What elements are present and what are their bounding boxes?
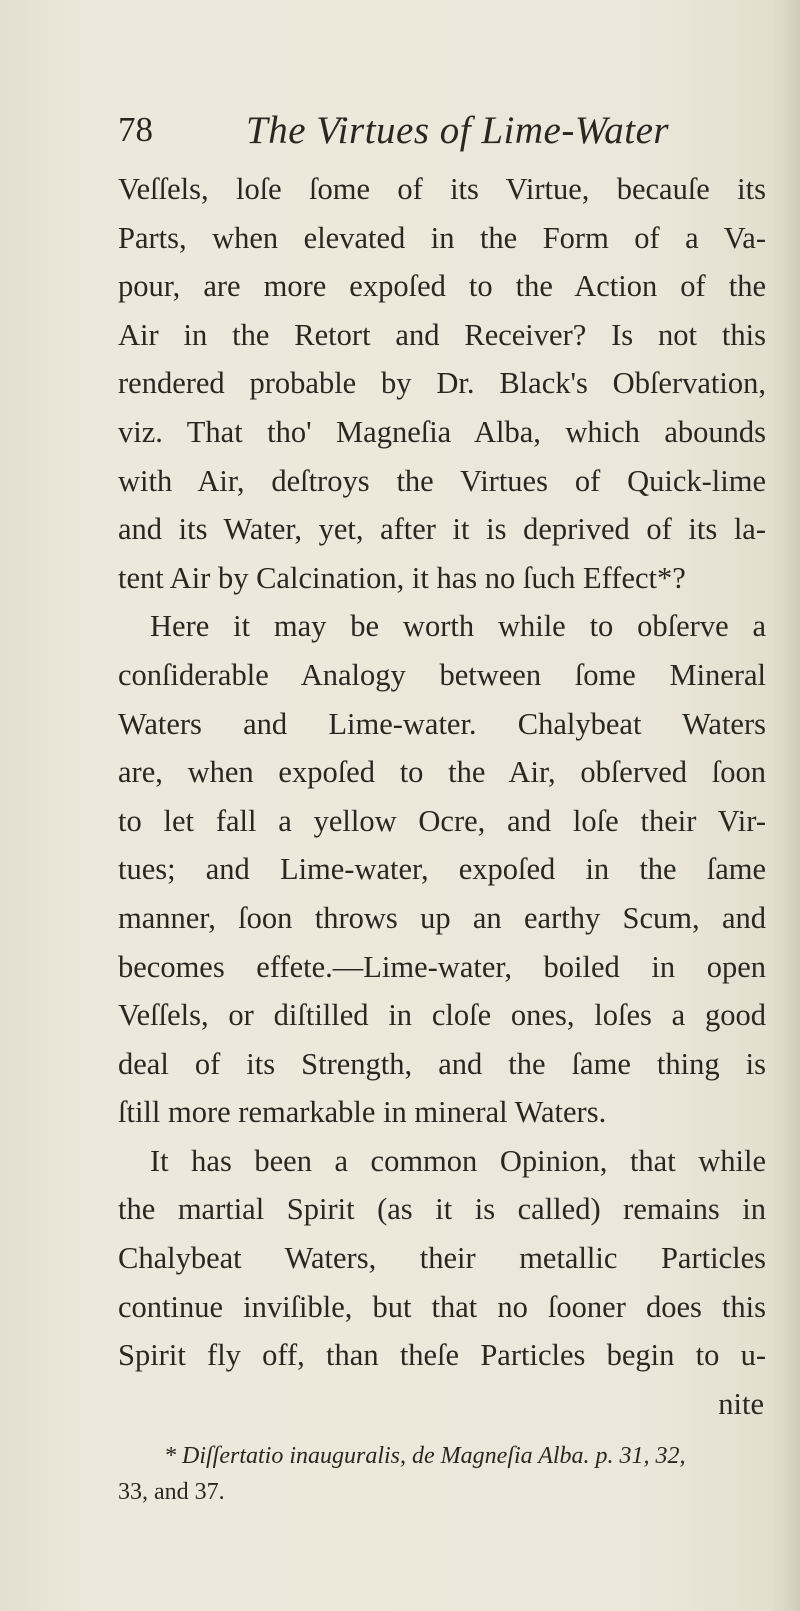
- catchword: nite: [718, 1386, 764, 1421]
- text-line: Parts, when elevated in the Form of a Va-: [118, 220, 766, 255]
- text-line: tues; and Lime-water, expoſed in the ſame: [118, 852, 766, 887]
- text-line: becomes effete.—Lime-water, boiled in open: [118, 949, 766, 984]
- text-line: Spirit fly off, than theſe Particles begin to u-: [118, 1338, 766, 1373]
- text-line: pour, are more expoſed to the Action of the: [118, 269, 766, 304]
- text-line: It has been a common Opinion, that while: [150, 1143, 766, 1178]
- text-line: Veſſels, loſe ſome of its Virtue, becauſe its: [118, 172, 766, 206]
- text-line: Air in the Retort and Receiver? Is not this: [118, 317, 766, 352]
- page-header: [118, 104, 698, 164]
- text-line: Here it may be worth while to obſerve a: [150, 609, 766, 644]
- page-number: 78: [118, 110, 153, 149]
- footnote-line: 33, and 37.: [118, 1479, 225, 1505]
- body-text: [118, 165, 766, 1428]
- text-line: to let fall a yellow Ocre, and loſe their Vir-: [118, 803, 766, 838]
- text-line: viz. That tho' Magneſia Alba, which abounds: [118, 414, 766, 449]
- text-line: conſiderable Analogy between ſome Mineral: [118, 657, 766, 692]
- running-title: The Virtues of Lime-Water: [246, 109, 670, 152]
- text-line: Waters and Lime-water. Chalybeat Waters: [118, 706, 766, 741]
- text-line: the martial Spirit (as it is called) remains in: [118, 1192, 766, 1227]
- text-line: tent Air by Calcination, it has no ſuch Effect*?: [118, 560, 686, 595]
- text-line: continue inviſible, but that no ſooner does this: [118, 1289, 766, 1324]
- page-edge-shadow: [772, 0, 800, 1611]
- footnote-line: * Diſſertatio inauguralis, de Magneſia Alba. p. 31, 32,: [164, 1443, 686, 1469]
- text-line: with Air, deſtroys the Virtues of Quick-lime: [118, 463, 766, 498]
- text-line: Chalybeat Waters, their metallic Particles: [118, 1241, 766, 1276]
- text-line: manner, ſoon throws up an earthy Scum, and: [118, 900, 766, 935]
- text-line: Veſſels, or diſtilled in cloſe ones, loſes a good: [118, 998, 766, 1033]
- text-line: rendered probable by Dr. Black's Obſervation,: [118, 366, 766, 401]
- text-line: are, when expoſed to the Air, obſerved ſoon: [118, 755, 766, 790]
- footnote: [118, 1438, 766, 1510]
- text-line: deal of its Strength, and the ſame thing is: [118, 1046, 766, 1081]
- text-line: and its Water, yet, after it is deprived of its la-: [118, 512, 766, 547]
- text-line: ſtill more remarkable in mineral Waters.: [118, 1095, 607, 1130]
